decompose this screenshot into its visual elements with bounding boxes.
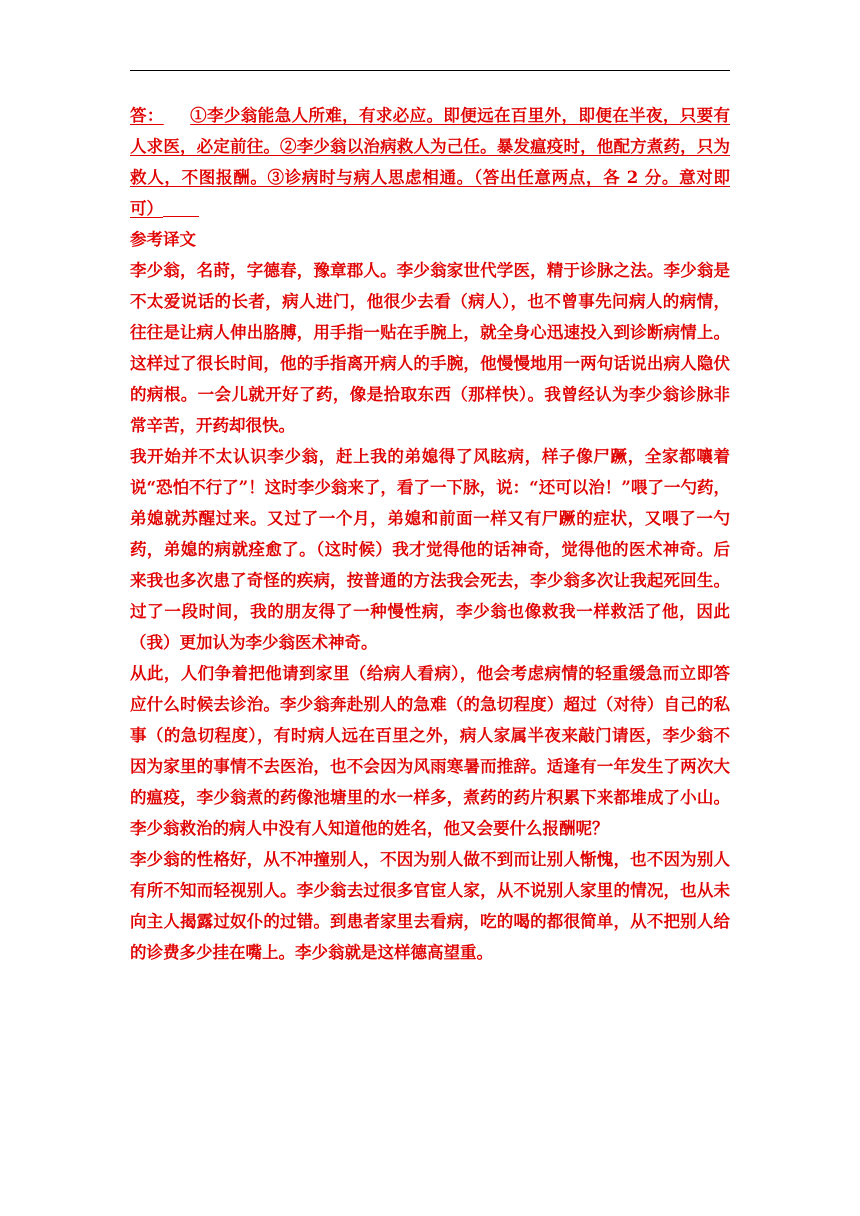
translation-paragraph-4: 李少翁的性格好，从不冲撞别人，不因为别人做不到而让别人惭愧，也不因为别人有所不知而轻视别人。李少翁去过很多官宦人家，从不说别人家里的情况，也从未向主人揭露过奴仆的过错。到患者家里去看病，吃的喝的都很简单，从不把别人给的诊费多少挂在嘴上。李少翁就是这样德高望重。 [130, 850, 730, 962]
translation-title: 参考译文 [130, 230, 196, 249]
answer-blank-underline [163, 200, 199, 218]
answer-label: 答： [130, 106, 164, 125]
translation-paragraph-3: 从此，人们争着把他请到家里（给病人看病），他会考虑病情的轻重缓急而立即答应什么时候去诊治。李少翁奔赴别人的急难（的急切程度）超过（对待）自己的私事（的急切程度），有时病人远在百里之外，病人家属半夜来敲门请医，李少翁不因为家里的事情不去医治，也不会因为风雨寒暑而推辞。适逢有一年发生了两次大的瘟疫，李少翁煮的药像池塘里的水一样多，煮药的药片积累下来都堆成了小山。李少翁救治的病人中没有人知道他的姓名，他又会要什么报酬呢？ [130, 664, 730, 838]
answer-text: ①李少翁能急人所难，有求必应。即便远在百里外，即便在半夜，只要有人求医，必定前往。②李少翁以治病救人为己任。暴发瘟疫时，他配方煮药，只为救人，不图报酬。③诊病时与病人思虑相通。（答出任意两点，各 2 分。意对即可） [130, 106, 731, 218]
translation-paragraph-1: 李少翁，名莳，字德春，豫章郡人。李少翁家世代学医，精于诊脉之法。李少翁是不太爱说话的长者，病人进门，他很少去看（病人），也不曾事先问病人的病情，往往是让病人伸出胳膊，用手指一贴在手腕上，就全身心迅速投入到诊断病情上。这样过了很长时间，他的手指离开病人的手腕，他慢慢地用一两句话说出病人隐伏的病根。一会儿就开好了药，像是拾取东西（那样快）。我曾经认为李少翁诊脉非常辛苦，开药却很快。 [130, 261, 730, 435]
header-rule [130, 70, 730, 71]
answer-paragraph [130, 100, 730, 224]
translation-paragraph-2: 我开始并不太认识李少翁，赶上我的弟媳得了风眩病，样子像尸蹶，全家都嚷着说“恐怕不行了”！这时李少翁来了，看了一下脉，说：“还可以治！”喂了一勺药，弟媳就苏醒过来。又过了一个月，弟媳和前面一样又有尸蹶的症状，又喂了一勺药，弟媳的病就痊愈了。（这时候）我才觉得他的话神奇，觉得他的医术神奇。后来我也多次患了奇怪的疾病，按普通的方法我会死去，李少翁多次让我起死回生。过了一段时间，我的朋友得了一种慢性病，李少翁也像救我一样救活了他，因此（我）更加认为李少翁医术神奇。 [130, 447, 730, 652]
document-body [130, 100, 730, 968]
